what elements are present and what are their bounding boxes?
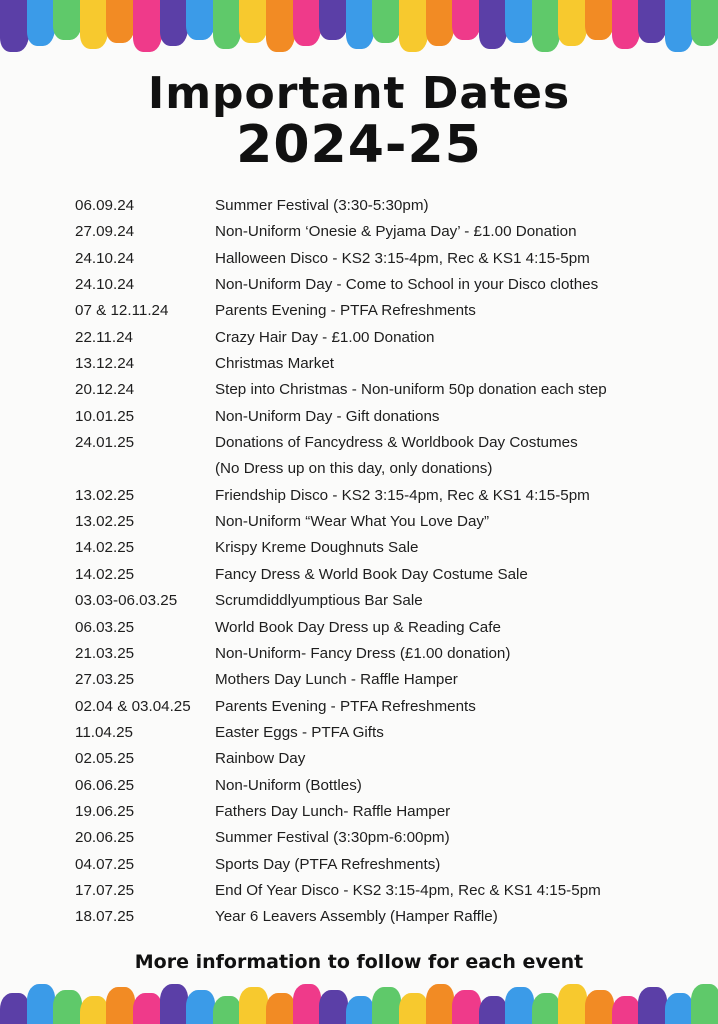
rainbow-stripe	[558, 984, 587, 1024]
rainbow-stripe	[612, 0, 641, 49]
rainbow-stripe	[505, 0, 534, 43]
rainbow-stripe	[266, 0, 295, 52]
event-date: 13.02.25	[75, 513, 135, 531]
rainbow-stripe	[426, 0, 455, 46]
event-date: 06.06.25	[75, 776, 135, 794]
event-description: Year 6 Leavers Assembly (Hamper Raffle)	[215, 908, 498, 926]
event-description: Non-Uniform ‘Onesie & Pyjama Day’ - £1.00 Donation	[215, 223, 577, 241]
event-row	[75, 746, 695, 772]
event-row	[75, 246, 695, 272]
rainbow-stripe	[346, 996, 375, 1024]
event-row	[75, 720, 695, 746]
event-date: 03.03-06.03.25	[75, 592, 178, 610]
rainbow-stripe	[612, 996, 641, 1024]
event-date: 22.11.24	[75, 328, 133, 346]
rainbow-stripe	[558, 0, 587, 46]
rainbow-stripe	[452, 990, 481, 1024]
event-description: Mothers Day Lunch - Raffle Hamper	[215, 671, 458, 689]
event-date: 19.06.25	[75, 802, 135, 820]
event-row	[75, 773, 695, 799]
rainbow-stripe	[213, 996, 242, 1024]
rainbow-stripe	[293, 0, 322, 46]
event-row	[75, 641, 695, 667]
event-date: 14.02.25	[75, 539, 135, 557]
event-description: Step into Christmas - Non-uniform 50p donation each step	[215, 381, 607, 399]
event-description: Non-Uniform Day - Gift donations	[215, 407, 440, 425]
event-row	[75, 799, 695, 825]
event-description: (No Dress up on this day, only donations)	[215, 460, 493, 478]
rainbow-stripe	[27, 0, 56, 46]
event-row	[75, 351, 695, 377]
event-row	[75, 535, 695, 561]
rainbow-stripe	[106, 987, 135, 1024]
rainbow-stripe	[106, 0, 135, 43]
event-description: Easter Eggs - PTFA Gifts	[215, 723, 384, 741]
rainbow-stripe	[638, 0, 667, 43]
event-description: Halloween Disco - KS2 3:15-4pm, Rec & KS1 4:15-5pm	[215, 249, 590, 267]
event-row	[75, 878, 695, 904]
event-row	[75, 588, 695, 614]
event-row	[75, 430, 695, 456]
rainbow-stripe	[133, 993, 162, 1024]
rainbow-stripe	[0, 0, 29, 52]
event-description: Rainbow Day	[215, 750, 306, 768]
rainbow-stripe	[372, 0, 401, 43]
event-description: Fathers Day Lunch- Raffle Hamper	[215, 802, 451, 820]
rainbow-stripe	[452, 0, 481, 40]
event-date	[75, 456, 215, 482]
event-date: 10.01.25	[75, 407, 135, 425]
event-row	[75, 667, 695, 693]
footer-note: More information to follow for each event	[134, 951, 584, 973]
event-date: 27.09.24	[75, 223, 135, 241]
event-description: Summer Festival (3:30-5:30pm)	[215, 197, 429, 214]
event-row	[75, 193, 695, 219]
rainbow-stripe	[505, 987, 534, 1024]
event-description: World Book Day Dress up & Reading Cafe	[215, 618, 501, 636]
rainbow-stripe	[293, 984, 322, 1024]
rainbow-stripe	[27, 984, 56, 1024]
rainbow-stripe	[160, 984, 189, 1024]
event-description: Non-Uniform- Fancy Dress (£1.00 donation)	[215, 644, 511, 662]
event-row	[75, 562, 695, 588]
rainbow-stripe	[0, 993, 29, 1024]
rainbow-stripe	[186, 0, 215, 40]
event-row	[75, 904, 695, 930]
event-description: Non-Uniform Day - Come to School in your Disco clothes	[215, 276, 599, 294]
event-description: Donations of Fancydress & Worldbook Day Costumes	[215, 434, 578, 452]
rainbow-stripe	[399, 0, 428, 52]
event-date: 04.07.25	[75, 855, 135, 873]
event-date: 14.02.25	[75, 565, 135, 583]
event-description: Parents Evening - PTFA Refreshments	[215, 697, 476, 715]
rainbow-stripe	[319, 0, 348, 40]
rainbow-stripe	[346, 0, 375, 49]
event-date: 02.05.25	[75, 750, 135, 768]
event-description: Sports Day (PTFA Refreshments)	[215, 855, 441, 873]
event-date: 11.04.25	[75, 723, 133, 741]
rainbow-stripe	[532, 993, 561, 1024]
event-description: Summer Festival (3:30pm-6:00pm)	[215, 829, 450, 847]
event-row	[75, 377, 695, 403]
event-row	[75, 615, 695, 641]
events-list	[75, 193, 695, 931]
rainbow-stripe	[479, 0, 508, 49]
rainbow-stripe	[53, 0, 82, 40]
event-description: Non-Uniform (Bottles)	[215, 776, 362, 794]
top-rainbow-border	[0, 0, 718, 52]
event-date: 24.10.24	[75, 249, 135, 267]
event-description: Parents Evening - PTFA Refreshments	[215, 302, 476, 320]
event-date: 13.12.24	[75, 355, 135, 373]
rainbow-stripe	[585, 990, 614, 1024]
rainbow-stripe	[266, 993, 295, 1024]
rainbow-stripe	[372, 987, 401, 1024]
event-description: Crazy Hair Day - £1.00 Donation	[215, 328, 435, 346]
event-description: End Of Year Disco - KS2 3:15-4pm, Rec & KS1 4:15-5pm	[215, 881, 601, 899]
rainbow-stripe	[239, 987, 268, 1024]
rainbow-stripe	[239, 0, 268, 43]
event-description: Non-Uniform “Wear What You Love Day”	[215, 513, 490, 531]
event-date: 21.03.25	[75, 644, 135, 662]
event-date: 27.03.25	[75, 671, 135, 689]
event-date: 20.12.24	[75, 381, 135, 399]
event-row	[75, 852, 695, 878]
page-title: Important Dates	[147, 68, 571, 119]
event-date: 20.06.25	[75, 829, 135, 847]
page-year: 2024-25	[236, 115, 482, 175]
event-date: 13.02.25	[75, 486, 135, 504]
rainbow-stripe	[691, 0, 718, 46]
rainbow-stripe	[532, 0, 561, 52]
event-row	[75, 404, 695, 430]
event-date: 07 & 12.11.24	[75, 302, 169, 320]
event-date: 24.01.25	[75, 434, 135, 452]
event-date: 06.03.25	[75, 618, 135, 636]
rainbow-stripe	[53, 990, 82, 1024]
rainbow-stripe	[479, 996, 508, 1024]
rainbow-stripe	[638, 987, 667, 1024]
rainbow-stripe	[213, 0, 242, 49]
event-row	[75, 694, 695, 720]
event-description: Scrumdiddlyumptious Bar Sale	[215, 592, 423, 610]
rainbow-stripe	[80, 996, 109, 1024]
rainbow-stripe	[665, 0, 694, 52]
event-row	[75, 325, 695, 351]
event-description: Fancy Dress & World Book Day Costume Sale	[215, 565, 528, 583]
event-description: Christmas Market	[215, 355, 334, 373]
event-row	[75, 509, 695, 535]
rainbow-stripe	[186, 990, 215, 1024]
rainbow-stripe	[665, 993, 694, 1024]
event-description: Friendship Disco - KS2 3:15-4pm, Rec & KS1 4:15-5pm	[215, 486, 590, 504]
rainbow-stripe	[80, 0, 109, 49]
bottom-rainbow-border	[0, 984, 718, 1024]
rainbow-stripe	[691, 984, 718, 1024]
event-row	[75, 219, 695, 245]
rainbow-stripe	[426, 984, 455, 1024]
event-date: 24.10.24	[75, 276, 135, 294]
rainbow-stripe	[319, 990, 348, 1024]
rainbow-stripe	[133, 0, 162, 52]
rainbow-stripe	[585, 0, 614, 40]
event-date: 18.07.25	[75, 908, 135, 926]
rainbow-stripe	[160, 0, 189, 46]
event-date: 02.04 & 03.04.25	[75, 697, 191, 715]
event-row	[75, 456, 695, 482]
rainbow-stripe	[399, 993, 428, 1024]
event-row	[75, 825, 695, 851]
event-date: 17.07.25	[75, 881, 135, 899]
event-row	[75, 272, 695, 298]
event-row	[75, 298, 695, 324]
event-description: Krispy Kreme Doughnuts Sale	[215, 539, 419, 557]
event-date: 06.09.24	[75, 197, 135, 214]
event-row	[75, 483, 695, 509]
